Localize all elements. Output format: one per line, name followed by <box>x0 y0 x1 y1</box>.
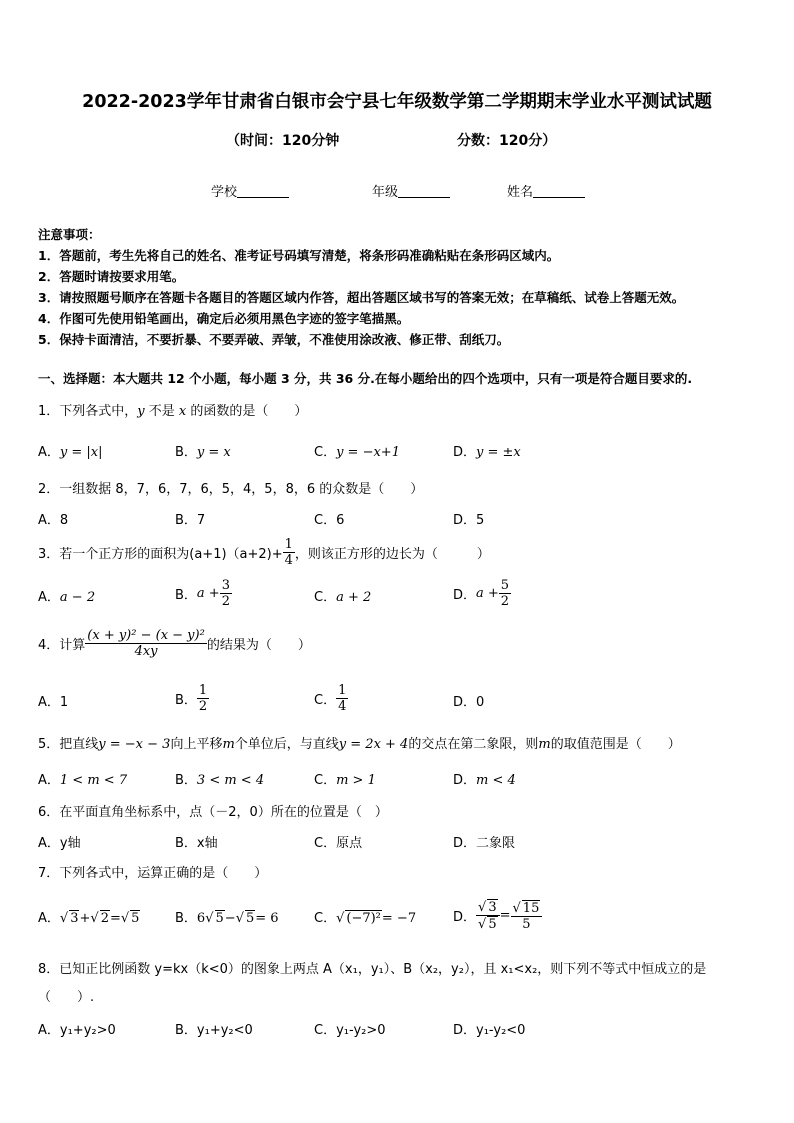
option-label: A． <box>38 445 60 460</box>
q5-expr: y = 2x + 4 <box>338 737 409 752</box>
radical: √ <box>478 917 487 932</box>
q3-option-c[interactable] <box>314 586 371 605</box>
q1-option-c[interactable] <box>314 441 400 460</box>
notice-item: 5．保持卡面清洁，不要折暴、不要弄破、弄皱，不准使用涂改液、修正带、刮纸刀。 <box>38 332 510 347</box>
option-label: C． <box>314 773 337 788</box>
q6-option-c[interactable]: C．原点 <box>314 836 363 851</box>
q4-text: 的结果为（ ） <box>206 638 311 653</box>
q2-option-d[interactable]: D．5 <box>453 513 485 528</box>
q1-option-b[interactable] <box>175 441 231 460</box>
q8-option-d[interactable]: D．y₁-y₂<0 <box>453 1023 526 1038</box>
q7-d-fraction-left <box>476 899 500 932</box>
notice-item: 3．请按照题号顺序在答题卡各题目的答题区域内作答，超出答题区域书写的答案无效；在草稿纸、试卷上答题无效。 <box>38 290 685 305</box>
option-label: C． <box>314 590 337 605</box>
radical: √ <box>90 911 99 926</box>
q4-option-d[interactable]: D．0 <box>453 695 485 710</box>
q5-text: 的交点在第二象限，则 <box>408 737 539 752</box>
question-6: 6．在平面直角坐标系中，点（－2，0）所在的位置是（ ） <box>38 805 388 820</box>
radical: √ <box>120 911 130 926</box>
option-label: D． <box>453 445 477 460</box>
q6-option-b[interactable]: B．x轴 <box>175 836 218 851</box>
q1-option-d[interactable] <box>453 441 521 460</box>
radical: √ <box>336 911 345 926</box>
numerator: (x + y)² − (x − y)² <box>87 628 205 643</box>
q1-text: 不是 <box>144 404 179 419</box>
q2-option-a[interactable]: A．8 <box>38 513 69 528</box>
option-label: D． <box>453 773 477 788</box>
option-label: B． <box>175 445 197 460</box>
exam-time: （时间：120分钟 <box>226 133 340 149</box>
q6-option-d[interactable]: D．二象限 <box>453 836 516 851</box>
radicand: (−7)² <box>346 911 381 926</box>
q4-fraction <box>85 628 207 659</box>
q3-text: 3．若一个正方形的面积为(a+1)（a+2)+ <box>38 547 283 562</box>
notice-item: 4．作图可先使用铅笔画出，确定后必须用黑色字迹的签字笔描黑。 <box>38 311 410 326</box>
q1-var: x <box>178 404 187 419</box>
q5-text: 5．把直线 <box>38 737 99 752</box>
numerator: 5 <box>500 578 510 593</box>
q1-option-a[interactable] <box>38 441 103 460</box>
question-1 <box>38 400 307 419</box>
radical: √ <box>235 911 244 926</box>
radicand: 2 <box>100 911 109 926</box>
option-label: C． <box>314 445 337 460</box>
q5-text: 个单位后，与直线 <box>234 737 339 752</box>
school-blank[interactable] <box>237 184 289 198</box>
q5-expr: m <box>538 737 551 752</box>
q5-option-d[interactable] <box>453 769 516 788</box>
radicand: 3 <box>70 911 79 926</box>
name-blank[interactable] <box>533 184 585 198</box>
radical: √ <box>205 911 214 926</box>
q7-option-b[interactable] <box>175 907 279 926</box>
question-5 <box>38 733 681 752</box>
q1-text: 1．下列各式中， <box>38 404 138 419</box>
q3-b-fraction <box>220 578 232 609</box>
notice-block <box>38 224 684 350</box>
school-field <box>211 181 289 200</box>
section-heading: 一、选择题：本大题共 12 个小题，每小题 3 分，共 36 分.在每小题给出的四个选项中，只有一项是符合题目要求的. <box>38 371 693 386</box>
option-label: D． <box>453 910 477 925</box>
option-expr: y = |x| <box>59 445 103 460</box>
q7-option-a[interactable] <box>38 907 140 926</box>
option-expr: a − 2 <box>59 590 96 605</box>
radicand: 5 <box>215 911 224 926</box>
q4-c-fraction <box>336 683 348 714</box>
q4-option-c[interactable] <box>314 683 348 714</box>
q1-text: 的函数的是（ ） <box>186 404 308 419</box>
option-label: A． <box>38 911 60 926</box>
option-label: B． <box>175 773 197 788</box>
q5-option-a[interactable] <box>38 769 127 788</box>
question-8-cont: （ ）. <box>38 990 95 1005</box>
radical: √ <box>478 900 487 915</box>
option-expr: 3 < m < 4 <box>196 773 265 788</box>
q2-option-b[interactable]: B．7 <box>175 513 206 528</box>
q8-option-a[interactable]: A．y₁+y₂>0 <box>38 1023 116 1038</box>
q4-text: 4．计算 <box>38 638 86 653</box>
q3-option-d[interactable] <box>453 578 511 609</box>
numerator: 1 <box>198 683 208 698</box>
q5-option-b[interactable] <box>175 769 264 788</box>
q1-var: y <box>137 404 145 419</box>
q2-option-c[interactable]: C．6 <box>314 513 345 528</box>
q5-option-c[interactable] <box>314 769 376 788</box>
option-expr: y = ±x <box>476 445 521 460</box>
q8-option-b[interactable]: B．y₁+y₂<0 <box>175 1023 253 1038</box>
name-field <box>507 181 585 200</box>
option-label: C． <box>314 911 337 926</box>
q4-option-b[interactable] <box>175 683 209 714</box>
q8-option-c[interactable]: C．y₁-y₂>0 <box>314 1023 386 1038</box>
option-expr: m > 1 <box>336 773 376 788</box>
q7-d-fraction-right <box>511 900 543 932</box>
numerator: 1 <box>338 683 347 698</box>
question-2: 2．一组数据 8，7，6，7，6，5，4，5，8，6 的众数是（ ） <box>38 482 424 497</box>
q5-expr: m <box>222 737 235 752</box>
radical: √ <box>512 900 521 916</box>
option-label: A． <box>38 590 60 605</box>
question-3 <box>38 537 490 568</box>
option-expr: 1 < m < 7 <box>59 773 128 788</box>
radicand: 5 <box>488 917 497 932</box>
question-8: 8．已知正比例函数 y=kx（k<0）的图象上两点 A（x₁，y₁）、B（x₂，y₂），且 x₁<x₂，则下列不等式中恒成立的是 <box>38 962 707 977</box>
denominator: 4 <box>338 699 347 714</box>
radical: √ <box>59 911 69 926</box>
option-expr: y = −x+1 <box>336 445 400 460</box>
denominator: 2 <box>198 699 208 714</box>
result: = −7 <box>381 911 417 926</box>
grade-blank[interactable] <box>398 184 450 198</box>
coefficient: 6 <box>196 911 206 926</box>
page-title: 2022-2023学年甘肃省白银市会宁县七年级数学第二学期期末学业水平测试试题 <box>82 92 712 112</box>
denominator: 2 <box>500 594 510 609</box>
radicand: 5 <box>131 911 140 926</box>
minus-sign: − <box>224 911 236 926</box>
option-expr: y = x <box>196 445 231 460</box>
numerator: 3 <box>221 578 230 593</box>
q4-option-a[interactable]: A．1 <box>38 695 69 710</box>
equals-sign: = <box>499 908 511 923</box>
grade-field <box>372 181 450 200</box>
question-4 <box>38 628 311 659</box>
option-label: A． <box>38 773 60 788</box>
exam-score: 分数：120分） <box>457 133 557 149</box>
denominator: 4xy <box>134 644 158 659</box>
q3-option-a[interactable] <box>38 586 95 605</box>
denominator: 2 <box>221 594 230 609</box>
result: = 6 <box>255 911 279 926</box>
denominator: 4 <box>284 553 293 568</box>
q4-b-fraction <box>197 683 209 714</box>
option-label: B． <box>175 693 197 708</box>
q5-text: 的取值范围是（ ） <box>550 737 681 752</box>
numerator: 1 <box>284 537 293 552</box>
name-label: 姓名 <box>507 185 534 200</box>
notice-item: 1．答题前，考生先将自己的姓名、准考证号码填写清楚，将条形码准确粘贴在条形码区域内。 <box>38 248 560 263</box>
option-label: B． <box>175 911 197 926</box>
option-label: C． <box>314 693 337 708</box>
equals-sign: = <box>109 911 121 926</box>
notice-item: 2．答题时请按要求用笔。 <box>38 269 185 284</box>
grade-label: 年级 <box>372 185 399 200</box>
option-expr: a + 2 <box>336 590 372 605</box>
radicand: 15 <box>522 900 540 916</box>
radicand: 5 <box>245 911 255 926</box>
denominator: 5 <box>522 916 531 932</box>
option-label: B． <box>175 588 197 603</box>
q3-fraction <box>283 537 295 568</box>
q5-expr: y = −x − 3 <box>98 737 171 752</box>
notice-heading: 注意事项： <box>38 227 101 242</box>
school-label: 学校 <box>211 185 238 200</box>
option-expr: a + <box>196 586 220 601</box>
q3-text: ，则该正方形的边长为（ ） <box>294 547 490 562</box>
q7-option-d[interactable] <box>453 899 542 932</box>
radicand: 3 <box>488 900 497 915</box>
q6-option-a[interactable]: A．y轴 <box>38 836 81 851</box>
q5-text: 向上平移 <box>170 737 223 752</box>
q3-option-b[interactable] <box>175 578 232 609</box>
question-7: 7．下列各式中，运算正确的是（ ） <box>38 866 268 881</box>
option-label: D． <box>453 588 477 603</box>
q3-d-fraction <box>499 578 511 609</box>
plus-sign: + <box>79 911 91 926</box>
option-expr: a + <box>476 586 499 601</box>
option-expr: m < 4 <box>476 773 516 788</box>
q7-option-c[interactable] <box>314 907 416 926</box>
